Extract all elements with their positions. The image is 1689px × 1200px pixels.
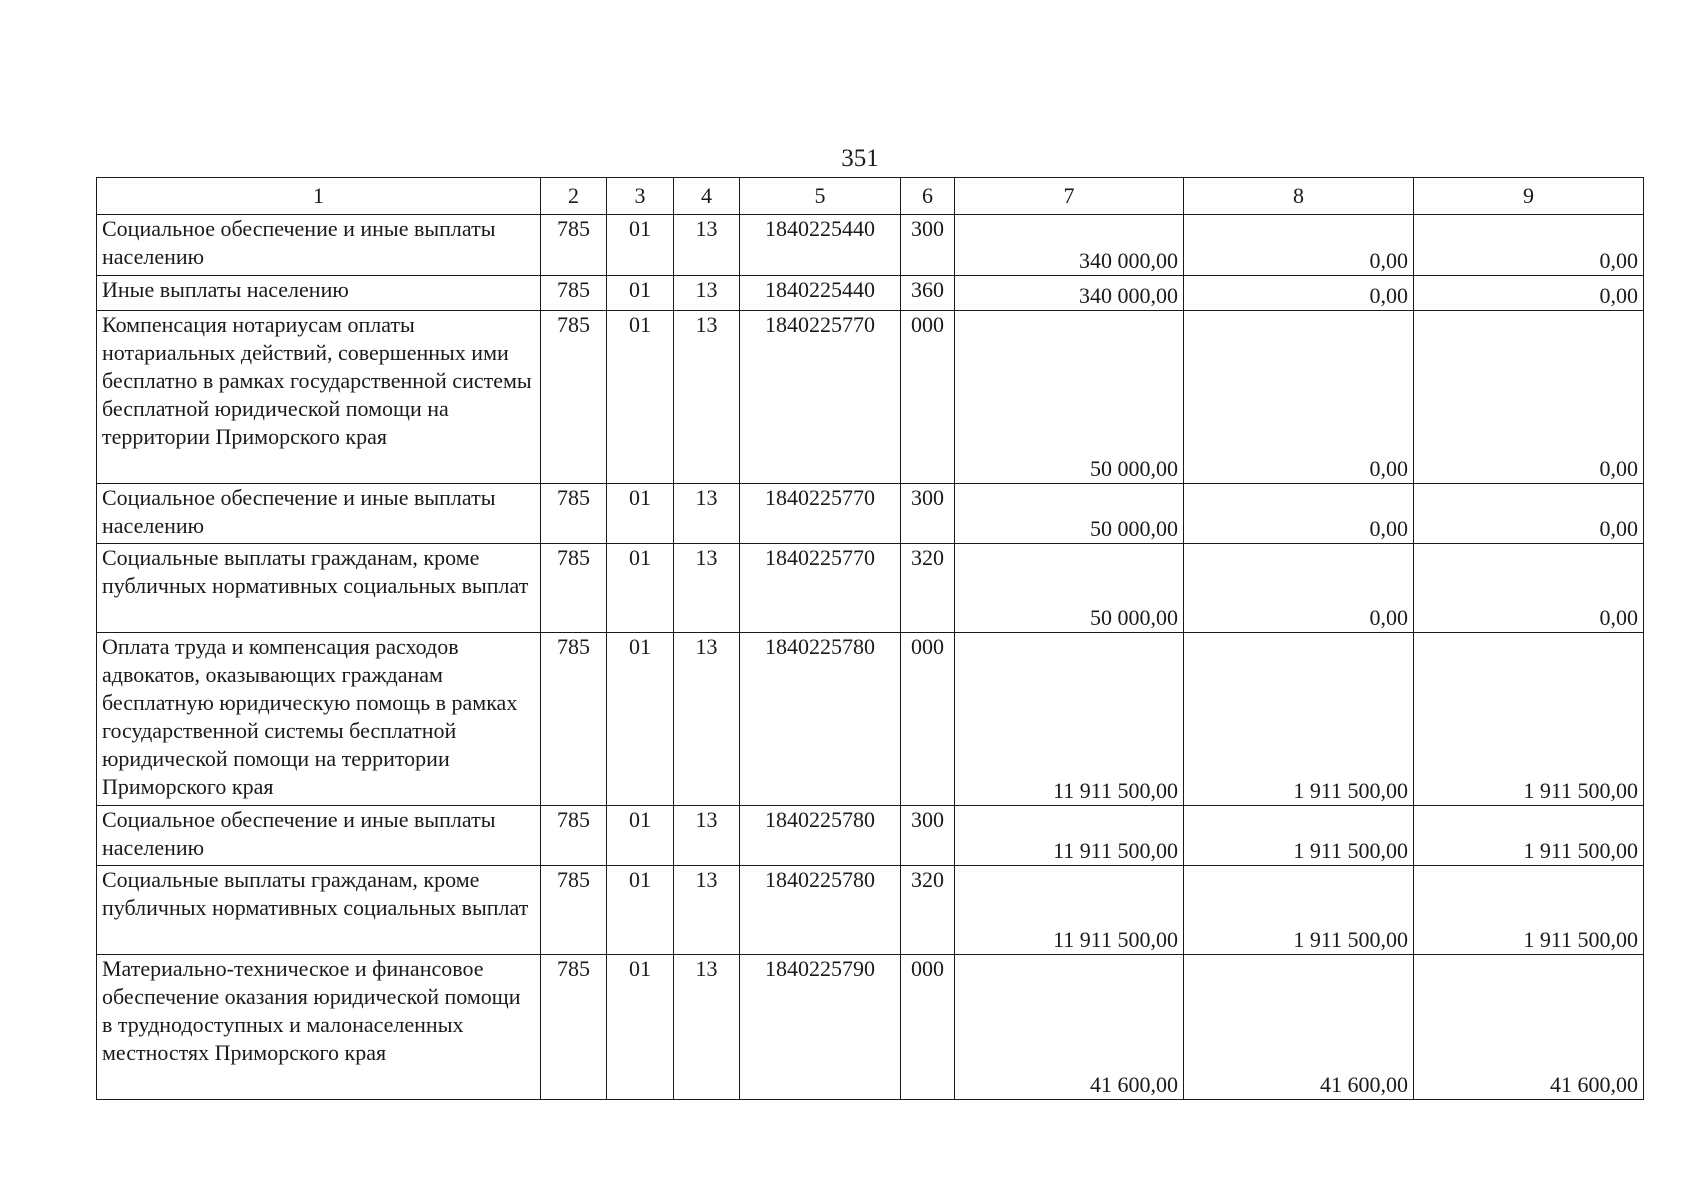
row-name-cell: Социальные выплаты гражданам, кроме публичных нормативных социальных выплат xyxy=(97,544,541,633)
amount-cell: 0,00 xyxy=(1414,311,1644,484)
amount-cell: 0,00 xyxy=(1414,544,1644,633)
row-name-cell: Компенсация нотариусам оплаты нотариальных действий, совершенных ими бесплатно в рамках государственной системы бесплатной юридической помощи на территории Приморского края xyxy=(97,311,541,484)
amount-cell: 11 911 500,00 xyxy=(955,806,1184,866)
code-cell: 13 xyxy=(674,866,740,955)
amount-cell: 11 911 500,00 xyxy=(955,866,1184,955)
column-header: 9 xyxy=(1414,178,1644,215)
code-cell: 785 xyxy=(541,866,607,955)
amount-cell: 1 911 500,00 xyxy=(1414,866,1644,955)
row-name-cell: Социальные выплаты гражданам, кроме публичных нормативных социальных выплат xyxy=(97,866,541,955)
column-header: 4 xyxy=(674,178,740,215)
row-name-cell: Социальное обеспечение и иные выплаты населению xyxy=(97,484,541,544)
table-row xyxy=(97,806,1644,866)
code-cell: 300 xyxy=(901,484,955,544)
budget-table xyxy=(96,177,1644,1100)
code-cell: 300 xyxy=(901,806,955,866)
amount-cell: 0,00 xyxy=(1184,544,1414,633)
code-cell: 360 xyxy=(901,276,955,311)
amount-cell: 0,00 xyxy=(1414,276,1644,311)
code-cell: 13 xyxy=(674,484,740,544)
amount-cell: 11 911 500,00 xyxy=(955,633,1184,806)
code-cell: 13 xyxy=(674,633,740,806)
code-cell: 01 xyxy=(607,276,674,311)
code-cell: 1840225770 xyxy=(740,311,901,484)
amount-cell: 0,00 xyxy=(1184,311,1414,484)
amount-cell: 50 000,00 xyxy=(955,544,1184,633)
table-row xyxy=(97,276,1644,311)
amount-cell: 41 600,00 xyxy=(1414,955,1644,1100)
amount-cell: 1 911 500,00 xyxy=(1184,866,1414,955)
code-cell: 785 xyxy=(541,955,607,1100)
code-cell: 01 xyxy=(607,633,674,806)
code-cell: 13 xyxy=(674,806,740,866)
table-row xyxy=(97,633,1644,806)
row-name-cell: Материально-техническое и финансовое обеспечение оказания юридической помощи в труднодоступных и малонаселенных местностях Приморского края xyxy=(97,955,541,1100)
table-row xyxy=(97,866,1644,955)
column-header: 7 xyxy=(955,178,1184,215)
table-row xyxy=(97,544,1644,633)
code-cell: 1840225770 xyxy=(740,484,901,544)
table-row xyxy=(97,484,1644,544)
code-cell: 01 xyxy=(607,866,674,955)
code-cell: 1840225780 xyxy=(740,866,901,955)
amount-cell: 50 000,00 xyxy=(955,484,1184,544)
table-row xyxy=(97,955,1644,1100)
code-cell: 01 xyxy=(607,215,674,276)
code-cell: 785 xyxy=(541,806,607,866)
code-cell: 000 xyxy=(901,311,955,484)
amount-cell: 41 600,00 xyxy=(1184,955,1414,1100)
code-cell: 1840225780 xyxy=(740,633,901,806)
amount-cell: 50 000,00 xyxy=(955,311,1184,484)
table-row xyxy=(97,311,1644,484)
code-cell: 000 xyxy=(901,955,955,1100)
code-cell: 785 xyxy=(541,311,607,484)
amount-cell: 1 911 500,00 xyxy=(1184,633,1414,806)
column-header: 2 xyxy=(541,178,607,215)
column-header: 6 xyxy=(901,178,955,215)
code-cell: 01 xyxy=(607,955,674,1100)
code-cell: 785 xyxy=(541,215,607,276)
code-cell: 785 xyxy=(541,484,607,544)
code-cell: 1840225780 xyxy=(740,806,901,866)
code-cell: 1840225770 xyxy=(740,544,901,633)
row-name-cell: Иные выплаты населению xyxy=(97,276,541,311)
column-header: 3 xyxy=(607,178,674,215)
code-cell: 1840225790 xyxy=(740,955,901,1100)
code-cell: 300 xyxy=(901,215,955,276)
amount-cell: 0,00 xyxy=(1414,484,1644,544)
code-cell: 01 xyxy=(607,806,674,866)
code-cell: 13 xyxy=(674,215,740,276)
header-row xyxy=(97,178,1644,215)
code-cell: 785 xyxy=(541,276,607,311)
code-cell: 13 xyxy=(674,955,740,1100)
row-name-cell: Оплата труда и компенсация расходов адвокатов, оказывающих гражданам бесплатную юридическую помощь в рамках государственной системы бесплатной юридической помощи на территории Приморского края xyxy=(97,633,541,806)
amount-cell: 340 000,00 xyxy=(955,215,1184,276)
table-row xyxy=(97,215,1644,276)
amount-cell: 0,00 xyxy=(1414,215,1644,276)
amount-cell: 0,00 xyxy=(1184,276,1414,311)
amount-cell: 41 600,00 xyxy=(955,955,1184,1100)
code-cell: 01 xyxy=(607,544,674,633)
code-cell: 01 xyxy=(607,311,674,484)
code-cell: 13 xyxy=(674,544,740,633)
row-name-cell: Социальное обеспечение и иные выплаты населению xyxy=(97,215,541,276)
code-cell: 785 xyxy=(541,544,607,633)
row-name-cell: Социальное обеспечение и иные выплаты населению xyxy=(97,806,541,866)
code-cell: 13 xyxy=(674,311,740,484)
column-header: 1 xyxy=(97,178,541,215)
amount-cell: 1 911 500,00 xyxy=(1414,806,1644,866)
amount-cell: 0,00 xyxy=(1184,484,1414,544)
amount-cell: 1 911 500,00 xyxy=(1414,633,1644,806)
code-cell: 01 xyxy=(607,484,674,544)
code-cell: 000 xyxy=(901,633,955,806)
code-cell: 320 xyxy=(901,866,955,955)
column-header: 5 xyxy=(740,178,901,215)
code-cell: 1840225440 xyxy=(740,276,901,311)
amount-cell: 0,00 xyxy=(1184,215,1414,276)
code-cell: 320 xyxy=(901,544,955,633)
amount-cell: 340 000,00 xyxy=(955,276,1184,311)
code-cell: 785 xyxy=(541,633,607,806)
amount-cell: 1 911 500,00 xyxy=(1184,806,1414,866)
code-cell: 13 xyxy=(674,276,740,311)
code-cell: 1840225440 xyxy=(740,215,901,276)
column-header: 8 xyxy=(1184,178,1414,215)
page-number: 351 xyxy=(841,145,879,172)
